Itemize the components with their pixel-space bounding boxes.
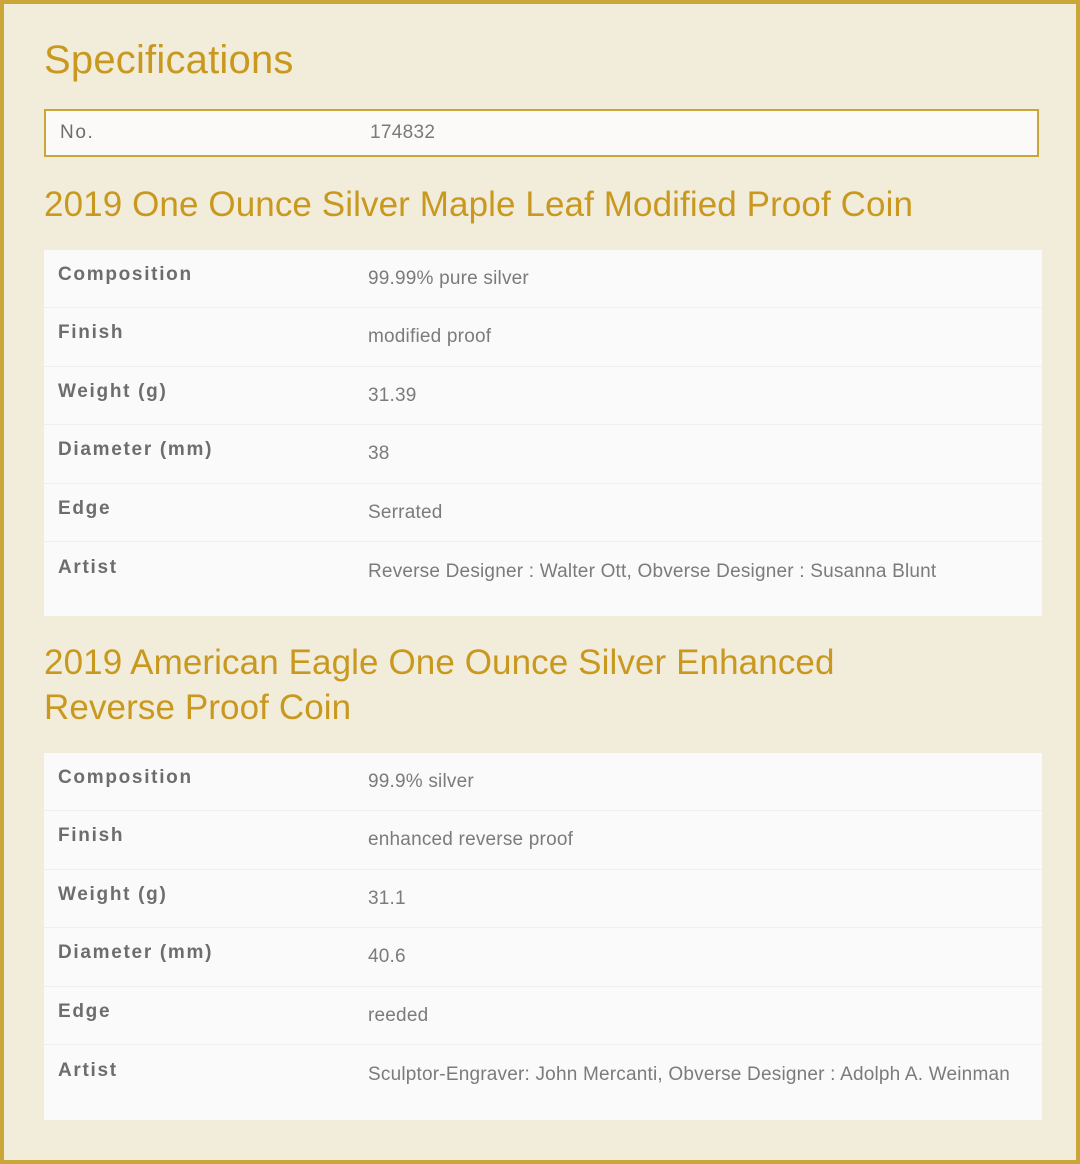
table-row	[44, 250, 1042, 308]
spec-label: Artist	[58, 556, 118, 578]
coin-section-2-title: 2019 American Eagle One Ounce Silver Enhanced Reverse Proof Coin	[44, 643, 835, 728]
spec-value: Serrated	[368, 483, 1042, 541]
spec-label: Weight (g)	[44, 366, 368, 424]
page-content	[4, 4, 1076, 1120]
table-row	[44, 1045, 1042, 1120]
table-row	[44, 986, 1042, 1044]
spec-value: 31.1	[368, 869, 1042, 927]
table-row	[44, 308, 1042, 366]
spec-value: Reverse Designer : Walter Ott, Obverse Designer : Susanna Blunt	[368, 560, 937, 582]
coin-section-2-spec-table	[44, 753, 1042, 1120]
coin-section-1-spec-table	[44, 250, 1042, 617]
record-number-label: No.	[60, 122, 95, 143]
spec-value: 99.9% silver	[368, 753, 1042, 811]
spec-value: 40.6	[368, 928, 1042, 986]
spec-label: Composition	[44, 250, 368, 308]
table-row	[44, 483, 1042, 541]
spec-value: enhanced reverse proof	[368, 811, 1042, 869]
record-number-box	[44, 109, 1039, 157]
table-row	[44, 366, 1042, 424]
spec-label: Diameter (mm)	[44, 928, 368, 986]
table-row	[44, 928, 1042, 986]
spec-value: Sculptor-Engraver: John Mercanti, Obverse Designer : Adolph A. Weinman	[368, 1064, 1011, 1086]
spec-value: 99.99% pure silver	[368, 250, 1042, 308]
spec-label: Edge	[44, 986, 368, 1044]
table-row	[44, 753, 1042, 811]
table-row	[44, 541, 1042, 616]
spec-value: 31.39	[368, 366, 1042, 424]
page-title: Specifications	[44, 38, 294, 82]
table-row	[44, 811, 1042, 869]
spec-label: Finish	[44, 811, 368, 869]
spec-value: reeded	[368, 986, 1042, 1044]
table-row	[44, 425, 1042, 483]
coin-section-2	[42, 641, 1038, 1119]
spec-label: Edge	[44, 483, 368, 541]
record-number-value: 174832	[370, 122, 436, 143]
coin-section-1-title: 2019 One Ounce Silver Maple Leaf Modified Proof Coin	[44, 185, 914, 224]
spec-value: 38	[368, 425, 1042, 483]
coin-section-1	[42, 183, 1038, 616]
spec-label: Composition	[44, 753, 368, 811]
spec-value: modified proof	[368, 308, 1042, 366]
spec-label: Diameter (mm)	[44, 425, 368, 483]
spec-label: Finish	[44, 308, 368, 366]
spec-label: Weight (g)	[44, 869, 368, 927]
spec-label: Artist	[58, 1060, 118, 1082]
table-row	[44, 869, 1042, 927]
